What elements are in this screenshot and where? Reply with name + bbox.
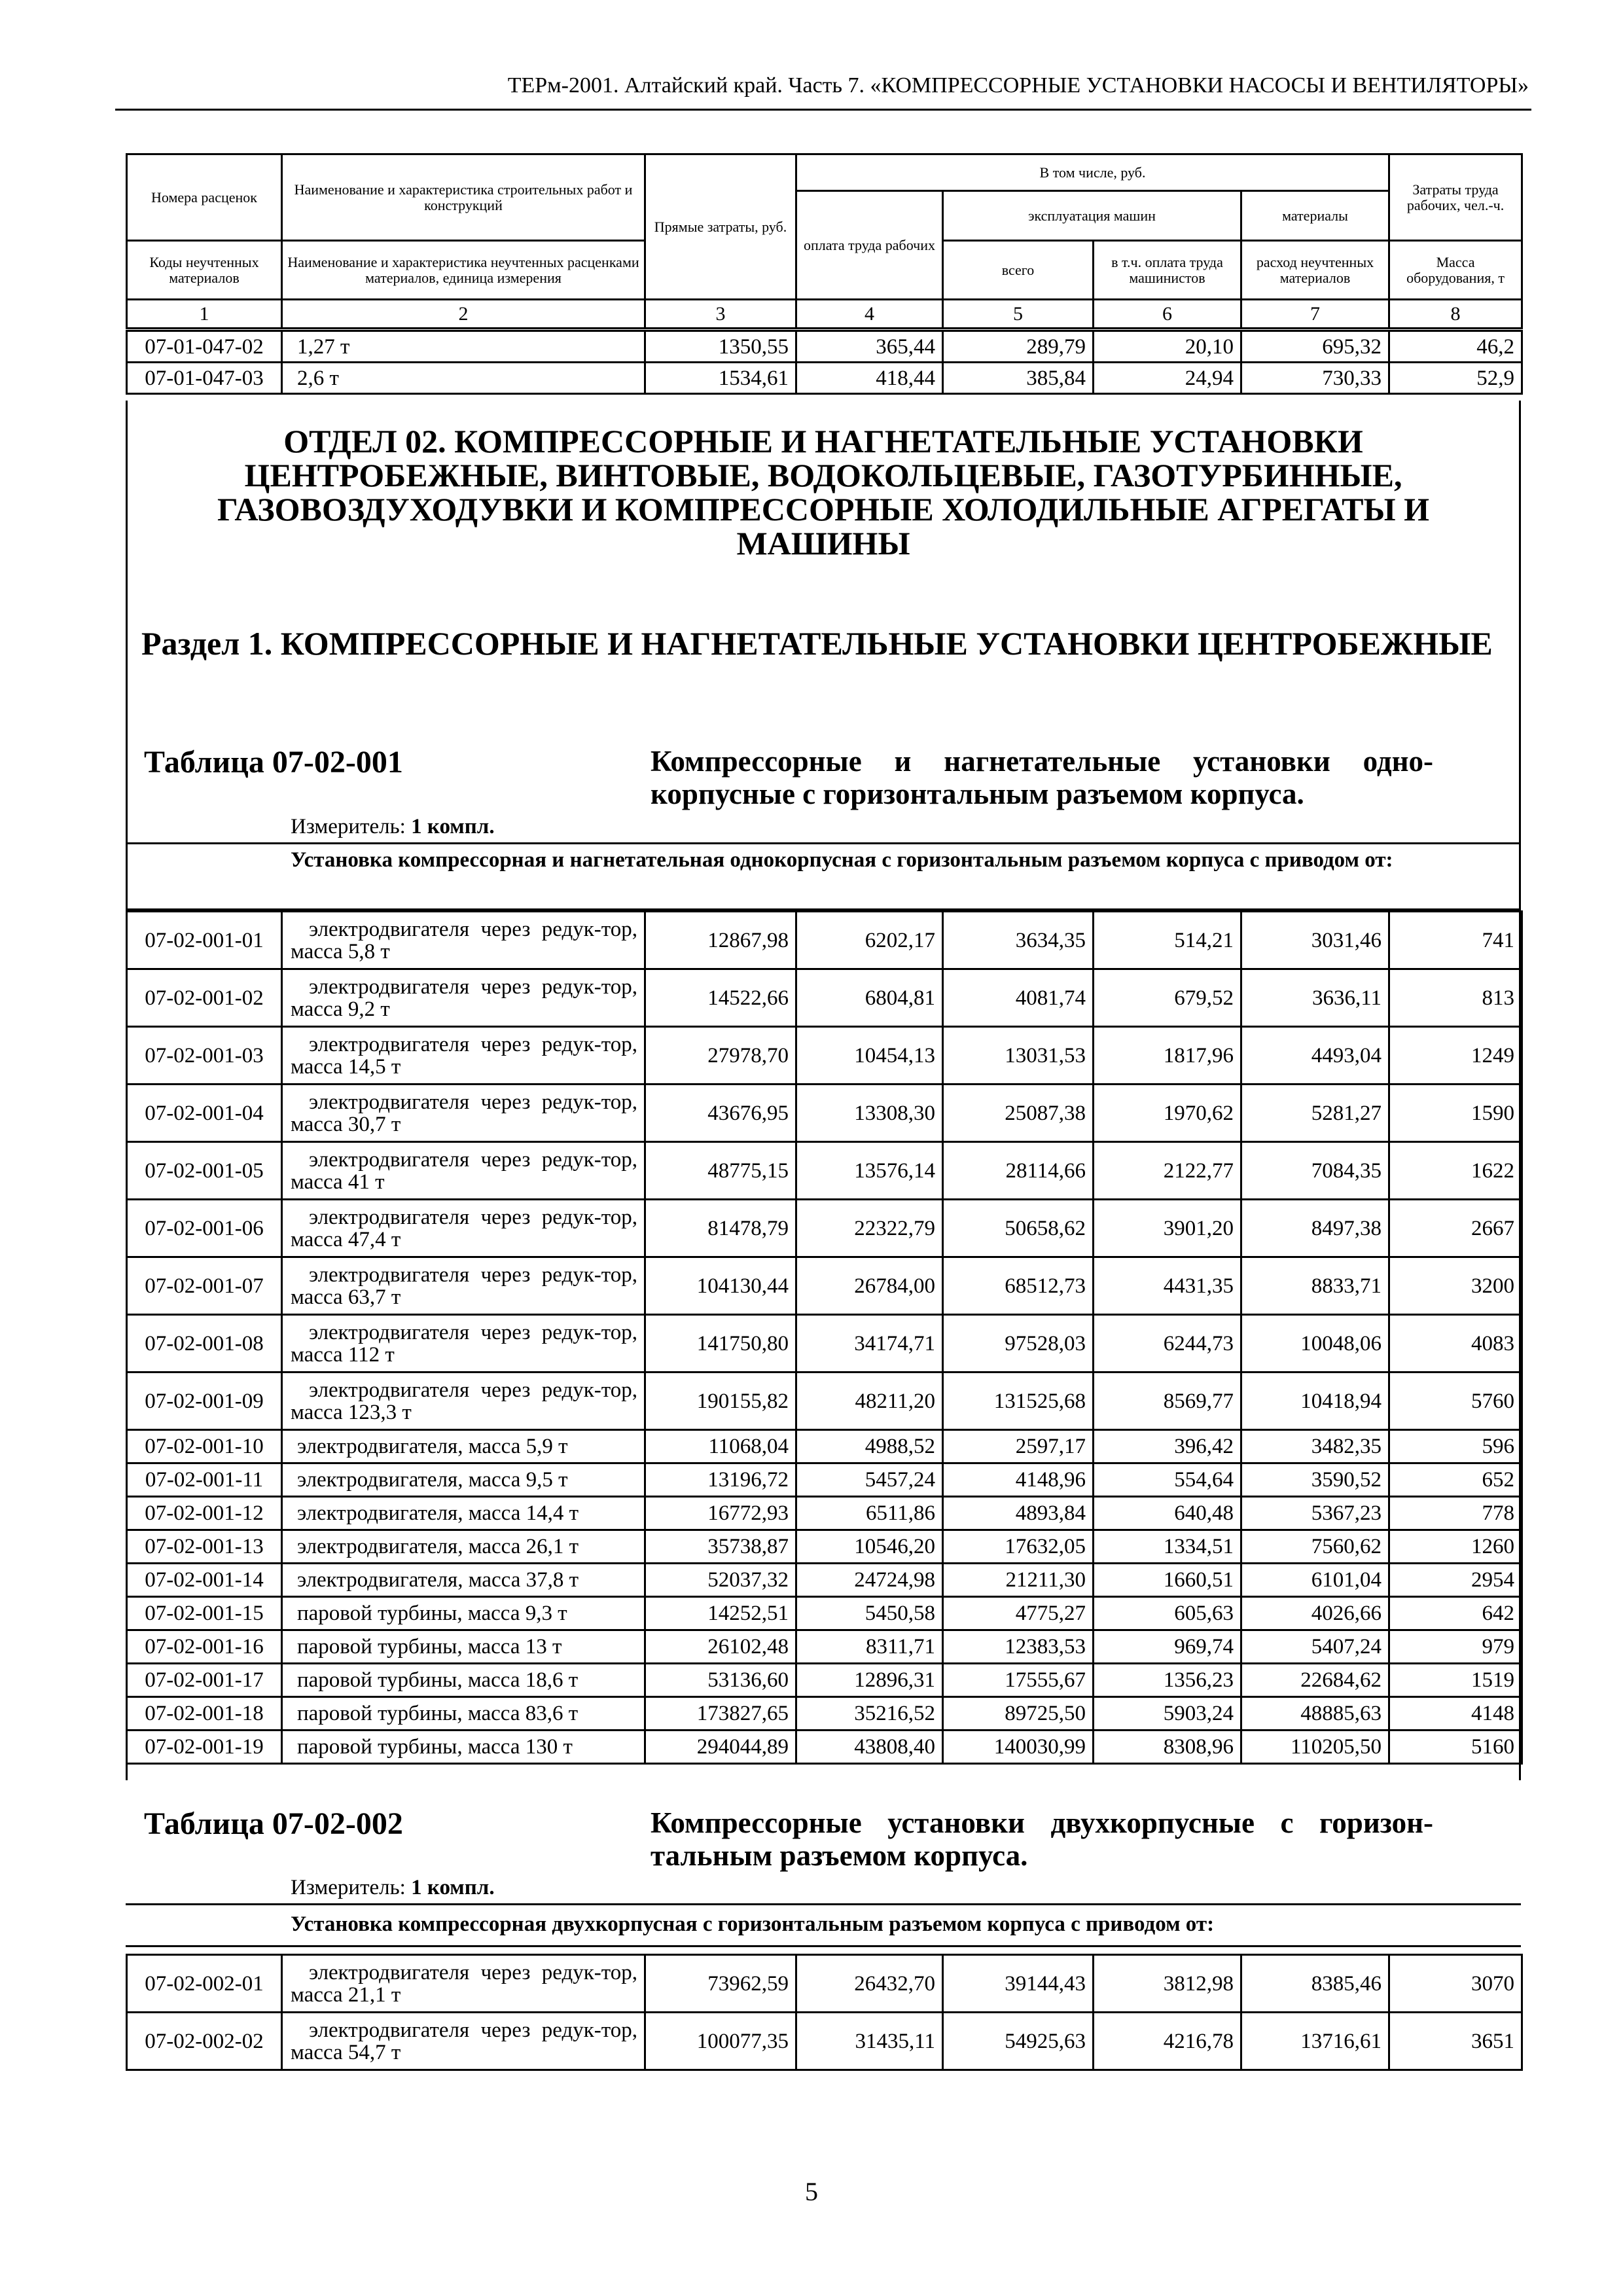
labor-pay: 6511,86	[796, 1497, 943, 1530]
rate-code: 07-02-001-06	[127, 1200, 282, 1257]
materials: 10418,94	[1241, 1372, 1389, 1430]
materials: 7560,62	[1241, 1530, 1389, 1564]
machines-total: 28114,66	[943, 1142, 1094, 1200]
col-number: 5	[943, 300, 1094, 329]
labor-pay: 22322,79	[796, 1200, 943, 1257]
materials: 5367,23	[1241, 1497, 1389, 1530]
machines-drivers-pay: 6244,73	[1094, 1315, 1241, 1372]
materials: 8833,71	[1241, 1257, 1389, 1315]
labor-cost: 741	[1389, 912, 1522, 969]
labor-pay: 6202,17	[796, 912, 943, 969]
table-row	[127, 912, 1522, 969]
labor-pay: 10454,13	[796, 1027, 943, 1085]
machines-drivers-pay: 2122,77	[1094, 1142, 1241, 1200]
direct-costs: 13196,72	[645, 1463, 796, 1497]
rate-code: 07-02-001-09	[127, 1372, 282, 1430]
machines-total: 4148,96	[943, 1463, 1094, 1497]
work-name: электродвигателя через редук-тор, масса 47,4 т	[282, 1200, 645, 1257]
col-machines: эксплуатация машин	[943, 191, 1241, 241]
work-name: электродвигателя через редук-тор, масса 14,5 т	[282, 1027, 645, 1085]
materials: 8497,38	[1241, 1200, 1389, 1257]
rate-code: 07-02-001-15	[127, 1597, 282, 1630]
labor-pay: 24724,98	[796, 1564, 943, 1597]
work-name: электродвигателя через редук-тор, масса 5,8 т	[282, 912, 645, 969]
table-row	[127, 1257, 1522, 1315]
machines-drivers-pay: 20,10	[1094, 331, 1241, 363]
labor-cost: 642	[1389, 1597, 1522, 1630]
machines-drivers-pay: 554,64	[1094, 1463, 1241, 1497]
labor-cost: 1249	[1389, 1027, 1522, 1085]
materials: 13716,61	[1241, 2013, 1389, 2070]
rate-code: 07-02-001-12	[127, 1497, 282, 1530]
direct-costs: 16772,93	[645, 1497, 796, 1530]
labor-pay: 26784,00	[796, 1257, 943, 1315]
direct-costs: 35738,87	[645, 1530, 796, 1564]
labor-pay: 43808,40	[796, 1731, 943, 1764]
col-labor-cost: Затраты труда рабочих, чел.-ч.	[1389, 154, 1522, 241]
materials: 10048,06	[1241, 1315, 1389, 1372]
work-name: 2,6 т	[282, 363, 645, 394]
table-row	[127, 1430, 1522, 1463]
labor-pay: 10546,20	[796, 1530, 943, 1564]
continuation-rows	[126, 330, 1523, 395]
labor-cost: 46,2	[1389, 331, 1522, 363]
machines-drivers-pay: 4216,78	[1094, 2013, 1241, 2070]
labor-pay: 8311,71	[796, 1630, 943, 1664]
labor-pay: 5457,24	[796, 1463, 943, 1497]
col-number: 4	[796, 300, 943, 329]
rate-code: 07-02-002-01	[127, 1955, 282, 2013]
col-name-b: Наименование и характеристика неучтенных расценками материалов, единица измерения	[282, 241, 645, 300]
machines-drivers-pay: 1356,23	[1094, 1664, 1241, 1697]
materials: 3031,46	[1241, 912, 1389, 969]
work-name: электродвигателя через редук-тор, масса 63,7 т	[282, 1257, 645, 1315]
divider	[126, 1945, 1521, 1947]
machines-drivers-pay: 3901,20	[1094, 1200, 1241, 1257]
labor-pay: 35216,52	[796, 1697, 943, 1731]
labor-pay: 48211,20	[796, 1372, 943, 1430]
machines-total: 13031,53	[943, 1027, 1094, 1085]
table-row	[127, 1697, 1522, 1731]
work-name: паровой турбины, масса 18,6 т	[282, 1664, 645, 1697]
materials: 730,33	[1241, 363, 1389, 394]
materials: 3590,52	[1241, 1463, 1389, 1497]
table-row	[127, 1315, 1522, 1372]
table-row	[127, 1597, 1522, 1630]
divider	[126, 842, 1521, 844]
col-number: 8	[1389, 300, 1522, 329]
rate-code: 07-02-001-04	[127, 1085, 282, 1142]
work-name: паровой турбины, масса 13 т	[282, 1630, 645, 1664]
work-name: электродвигателя, масса 5,9 т	[282, 1430, 645, 1463]
table2-label: Таблица 07-02-002	[144, 1806, 403, 1841]
direct-costs: 1534,61	[645, 363, 796, 394]
direct-costs: 12867,98	[645, 912, 796, 969]
materials: 5281,27	[1241, 1085, 1389, 1142]
table-row	[127, 1027, 1522, 1085]
col-equipment-mass: Масса оборудования, т	[1389, 241, 1522, 300]
rate-code: 07-02-001-14	[127, 1564, 282, 1597]
direct-costs: 73962,59	[645, 1955, 796, 2013]
work-name: электродвигателя через редук-тор, масса 123,3 т	[282, 1372, 645, 1430]
labor-cost: 2954	[1389, 1564, 1522, 1597]
direct-costs: 48775,15	[645, 1142, 796, 1200]
work-name: электродвигателя, масса 14,4 т	[282, 1497, 645, 1530]
table2-meter	[291, 1876, 495, 1900]
divider	[126, 1903, 1521, 1905]
table-row	[127, 1731, 1522, 1764]
machines-drivers-pay: 3812,98	[1094, 1955, 1241, 2013]
rate-code: 07-02-001-16	[127, 1630, 282, 1664]
col-materials: материалы	[1241, 191, 1389, 241]
col-machines-total: всего	[943, 241, 1094, 300]
col-code-a: Номера расценок	[127, 154, 282, 241]
labor-cost: 1260	[1389, 1530, 1522, 1564]
work-name: электродвигателя, масса 9,5 т	[282, 1463, 645, 1497]
materials: 3482,35	[1241, 1430, 1389, 1463]
labor-cost: 3200	[1389, 1257, 1522, 1315]
work-name: электродвигателя через редук-тор, масса 41 т	[282, 1142, 645, 1200]
machines-drivers-pay: 4431,35	[1094, 1257, 1241, 1315]
table1-body	[126, 910, 1523, 1765]
direct-costs: 81478,79	[645, 1200, 796, 1257]
table-row	[127, 1463, 1522, 1497]
direct-costs: 104130,44	[645, 1257, 796, 1315]
table2-description: Компрессорные установки двухкорпусные с горизон-тальным разъемом корпуса.	[651, 1806, 1433, 1872]
work-name: 1,27 т	[282, 331, 645, 363]
machines-total: 50658,62	[943, 1200, 1094, 1257]
table-row	[127, 1497, 1522, 1530]
direct-costs: 141750,80	[645, 1315, 796, 1372]
machines-total: 4893,84	[943, 1497, 1094, 1530]
table2-body	[126, 1954, 1523, 2071]
labor-pay: 34174,71	[796, 1315, 943, 1372]
rate-code: 07-02-001-19	[127, 1731, 282, 1764]
meter-value: 1 компл.	[411, 1876, 495, 1899]
rate-code: 07-02-001-08	[127, 1315, 282, 1372]
machines-drivers-pay: 605,63	[1094, 1597, 1241, 1630]
col-machines-drivers: в т.ч. оплата труда машинистов	[1094, 241, 1241, 300]
machines-drivers-pay: 514,21	[1094, 912, 1241, 969]
meter-label: Измеритель:	[291, 1876, 406, 1899]
machines-total: 17632,05	[943, 1530, 1094, 1564]
table1-description: Компрессорные и нагнетательные установки одно-корпусные с горизонтальным разъемом корпуса.	[651, 745, 1433, 810]
materials: 4493,04	[1241, 1027, 1389, 1085]
table2-group-heading: Установка компрессорная двухкорпусная с горизонтальным разъемом корпуса с приводом от:	[291, 1912, 1215, 1936]
machines-drivers-pay: 1660,51	[1094, 1564, 1241, 1597]
labor-cost: 4148	[1389, 1697, 1522, 1731]
machines-total: 25087,38	[943, 1085, 1094, 1142]
labor-cost: 4083	[1389, 1315, 1522, 1372]
direct-costs: 27978,70	[645, 1027, 796, 1085]
machines-total: 385,84	[943, 363, 1094, 394]
machines-total: 140030,99	[943, 1731, 1094, 1764]
table-row	[127, 363, 1522, 394]
table-row	[127, 1142, 1522, 1200]
rate-code: 07-02-001-02	[127, 969, 282, 1027]
work-name: паровой турбины, масса 130 т	[282, 1731, 645, 1764]
labor-cost: 778	[1389, 1497, 1522, 1530]
work-name: электродвигателя через редук-тор, масса 9,2 т	[282, 969, 645, 1027]
direct-costs: 52037,32	[645, 1564, 796, 1597]
labor-cost: 5760	[1389, 1372, 1522, 1430]
rate-code: 07-01-047-02	[127, 331, 282, 363]
rate-code: 07-02-001-10	[127, 1430, 282, 1463]
materials: 3636,11	[1241, 969, 1389, 1027]
work-name: электродвигателя через редук-тор, масса 21,1 т	[282, 1955, 645, 2013]
labor-pay: 418,44	[796, 363, 943, 394]
materials: 695,32	[1241, 331, 1389, 363]
table-row	[127, 2013, 1522, 2070]
work-name: электродвигателя, масса 37,8 т	[282, 1564, 645, 1597]
machines-drivers-pay: 1334,51	[1094, 1530, 1241, 1564]
labor-pay: 13576,14	[796, 1142, 943, 1200]
machines-total: 12383,53	[943, 1630, 1094, 1664]
rate-code: 07-02-001-03	[127, 1027, 282, 1085]
direct-costs: 43676,95	[645, 1085, 796, 1142]
col-number: 2	[282, 300, 645, 329]
direct-costs: 14522,66	[645, 969, 796, 1027]
table-row	[127, 969, 1522, 1027]
department-title: ОТДЕЛ 02. КОМПРЕССОРНЫЕ И НАГНЕТАТЕЛЬНЫЕ УСТАНОВКИ ЦЕНТРОБЕЖНЫЕ, ВИНТОВЫЕ, ВОДОКОЛЬЦЕВЫЕ, ГАЗОТУРБИННЫЕ, ГАЗОВОЗДУХОДУВКИ И КОМПРЕССОРНЫЕ ХОЛОДИЛЬНЫЕ АГРЕГАТЫ И МАШИНЫ	[217, 423, 1430, 562]
labor-cost: 652	[1389, 1463, 1522, 1497]
machines-drivers-pay: 1970,62	[1094, 1085, 1241, 1142]
labor-pay: 13308,30	[796, 1085, 943, 1142]
machines-total: 2597,17	[943, 1430, 1094, 1463]
col-number: 1	[127, 300, 282, 329]
labor-pay: 26432,70	[796, 1955, 943, 2013]
rate-code: 07-02-001-01	[127, 912, 282, 969]
meter-label: Измеритель:	[291, 815, 406, 838]
machines-total: 17555,67	[943, 1664, 1094, 1697]
table1-label: Таблица 07-02-001	[144, 745, 403, 780]
materials: 8385,46	[1241, 1955, 1389, 2013]
section-title: Раздел 1. КОМПРЕССОРНЫЕ И НАГНЕТАТЕЛЬНЫЕ УСТАНОВКИ ЦЕНТРОБЕЖНЫЕ	[141, 625, 1493, 662]
rate-code: 07-02-001-05	[127, 1142, 282, 1200]
table-row	[127, 1372, 1522, 1430]
table-row	[127, 1564, 1522, 1597]
table-row	[127, 1200, 1522, 1257]
materials: 110205,50	[1241, 1731, 1389, 1764]
machines-total: 289,79	[943, 331, 1094, 363]
work-name: электродвигателя, масса 26,1 т	[282, 1530, 645, 1564]
machines-drivers-pay: 396,42	[1094, 1430, 1241, 1463]
materials: 22684,62	[1241, 1664, 1389, 1697]
col-number: 3	[645, 300, 796, 329]
rate-code: 07-02-001-17	[127, 1664, 282, 1697]
labor-cost: 1519	[1389, 1664, 1522, 1697]
machines-total: 39144,43	[943, 1955, 1094, 2013]
rate-code: 07-02-002-02	[127, 2013, 282, 2070]
work-name: паровой турбины, масса 9,3 т	[282, 1597, 645, 1630]
machines-drivers-pay: 640,48	[1094, 1497, 1241, 1530]
table-row	[127, 331, 1522, 363]
labor-pay: 365,44	[796, 331, 943, 363]
page-header	[115, 71, 1531, 111]
direct-costs: 100077,35	[645, 2013, 796, 2070]
machines-drivers-pay: 679,52	[1094, 969, 1241, 1027]
table-row	[127, 1530, 1522, 1564]
work-name: паровой турбины, масса 83,6 т	[282, 1697, 645, 1731]
machines-total: 4081,74	[943, 969, 1094, 1027]
labor-pay: 4988,52	[796, 1430, 943, 1463]
direct-costs: 53136,60	[645, 1664, 796, 1697]
machines-drivers-pay: 8569,77	[1094, 1372, 1241, 1430]
labor-cost: 3070	[1389, 1955, 1522, 2013]
machines-total: 131525,68	[943, 1372, 1094, 1430]
machines-drivers-pay: 5903,24	[1094, 1697, 1241, 1731]
meter-value: 1 компл.	[411, 815, 495, 838]
materials: 7084,35	[1241, 1142, 1389, 1200]
rate-code: 07-02-001-07	[127, 1257, 282, 1315]
materials: 5407,24	[1241, 1630, 1389, 1664]
work-name: электродвигателя через редук-тор, масса 30,7 т	[282, 1085, 645, 1142]
table-row	[127, 1955, 1522, 2013]
table-row	[127, 1664, 1522, 1697]
labor-pay: 31435,11	[796, 2013, 943, 2070]
labor-cost: 2667	[1389, 1200, 1522, 1257]
materials: 48885,63	[1241, 1697, 1389, 1731]
machines-total: 21211,30	[943, 1564, 1094, 1597]
work-name: электродвигателя через редук-тор, масса 54,7 т	[282, 2013, 645, 2070]
labor-cost: 52,9	[1389, 363, 1522, 394]
machines-total: 68512,73	[943, 1257, 1094, 1315]
machines-drivers-pay: 1817,96	[1094, 1027, 1241, 1085]
labor-cost: 813	[1389, 969, 1522, 1027]
col-labor: оплата труда рабочих	[796, 191, 943, 300]
machines-total: 4775,27	[943, 1597, 1094, 1630]
direct-costs: 190155,82	[645, 1372, 796, 1430]
col-unaccounted-materials: расход неучтенных материалов	[1241, 241, 1389, 300]
labor-pay: 12896,31	[796, 1664, 943, 1697]
rate-code: 07-02-001-18	[127, 1697, 282, 1731]
rate-code: 07-02-001-11	[127, 1463, 282, 1497]
materials: 4026,66	[1241, 1597, 1389, 1630]
machines-drivers-pay: 8308,96	[1094, 1731, 1241, 1764]
page-number: 5	[805, 2177, 818, 2206]
col-number: 7	[1241, 300, 1389, 329]
labor-cost: 979	[1389, 1630, 1522, 1664]
col-direct-costs: Прямые затраты, руб.	[645, 154, 796, 300]
table1-meter	[291, 815, 495, 839]
machines-drivers-pay: 969,74	[1094, 1630, 1241, 1664]
labor-cost: 1622	[1389, 1142, 1522, 1200]
table1-group-heading: Установка компрессорная и нагнетательная однокорпусная с горизонтальным разъемом корпуса с приводом от:	[291, 848, 1393, 872]
direct-costs: 1350,55	[645, 331, 796, 363]
header-title: ТЕРм-2001. Алтайский край. Часть 7. «КОМПРЕССОРНЫЕ УСТАНОВКИ НАСОСЫ И ВЕНТИЛЯТОРЫ»	[507, 73, 1529, 98]
machines-drivers-pay: 24,94	[1094, 363, 1241, 394]
col-code-b: Коды неучтенных материалов	[127, 241, 282, 300]
col-including: В том числе, руб.	[796, 154, 1389, 191]
rate-code: 07-01-047-03	[127, 363, 282, 394]
labor-cost: 1590	[1389, 1085, 1522, 1142]
labor-cost: 5160	[1389, 1731, 1522, 1764]
labor-pay: 5450,58	[796, 1597, 943, 1630]
machines-total: 54925,63	[943, 2013, 1094, 2070]
labor-cost: 3651	[1389, 2013, 1522, 2070]
table-row	[127, 1630, 1522, 1664]
materials: 6101,04	[1241, 1564, 1389, 1597]
direct-costs: 173827,65	[645, 1697, 796, 1731]
direct-costs: 14252,51	[645, 1597, 796, 1630]
machines-total: 89725,50	[943, 1697, 1094, 1731]
col-number: 6	[1094, 300, 1241, 329]
direct-costs: 11068,04	[645, 1430, 796, 1463]
labor-pay: 6804,81	[796, 969, 943, 1027]
machines-total: 97528,03	[943, 1315, 1094, 1372]
rate-code: 07-02-001-13	[127, 1530, 282, 1564]
labor-cost: 596	[1389, 1430, 1522, 1463]
work-name: электродвигателя через редук-тор, масса 112 т	[282, 1315, 645, 1372]
direct-costs: 294044,89	[645, 1731, 796, 1764]
table-column-header	[126, 153, 1523, 329]
table-row	[127, 1085, 1522, 1142]
direct-costs: 26102,48	[645, 1630, 796, 1664]
machines-total: 3634,35	[943, 912, 1094, 969]
col-name-a: Наименование и характеристика строительных работ и конструкций	[282, 154, 645, 241]
